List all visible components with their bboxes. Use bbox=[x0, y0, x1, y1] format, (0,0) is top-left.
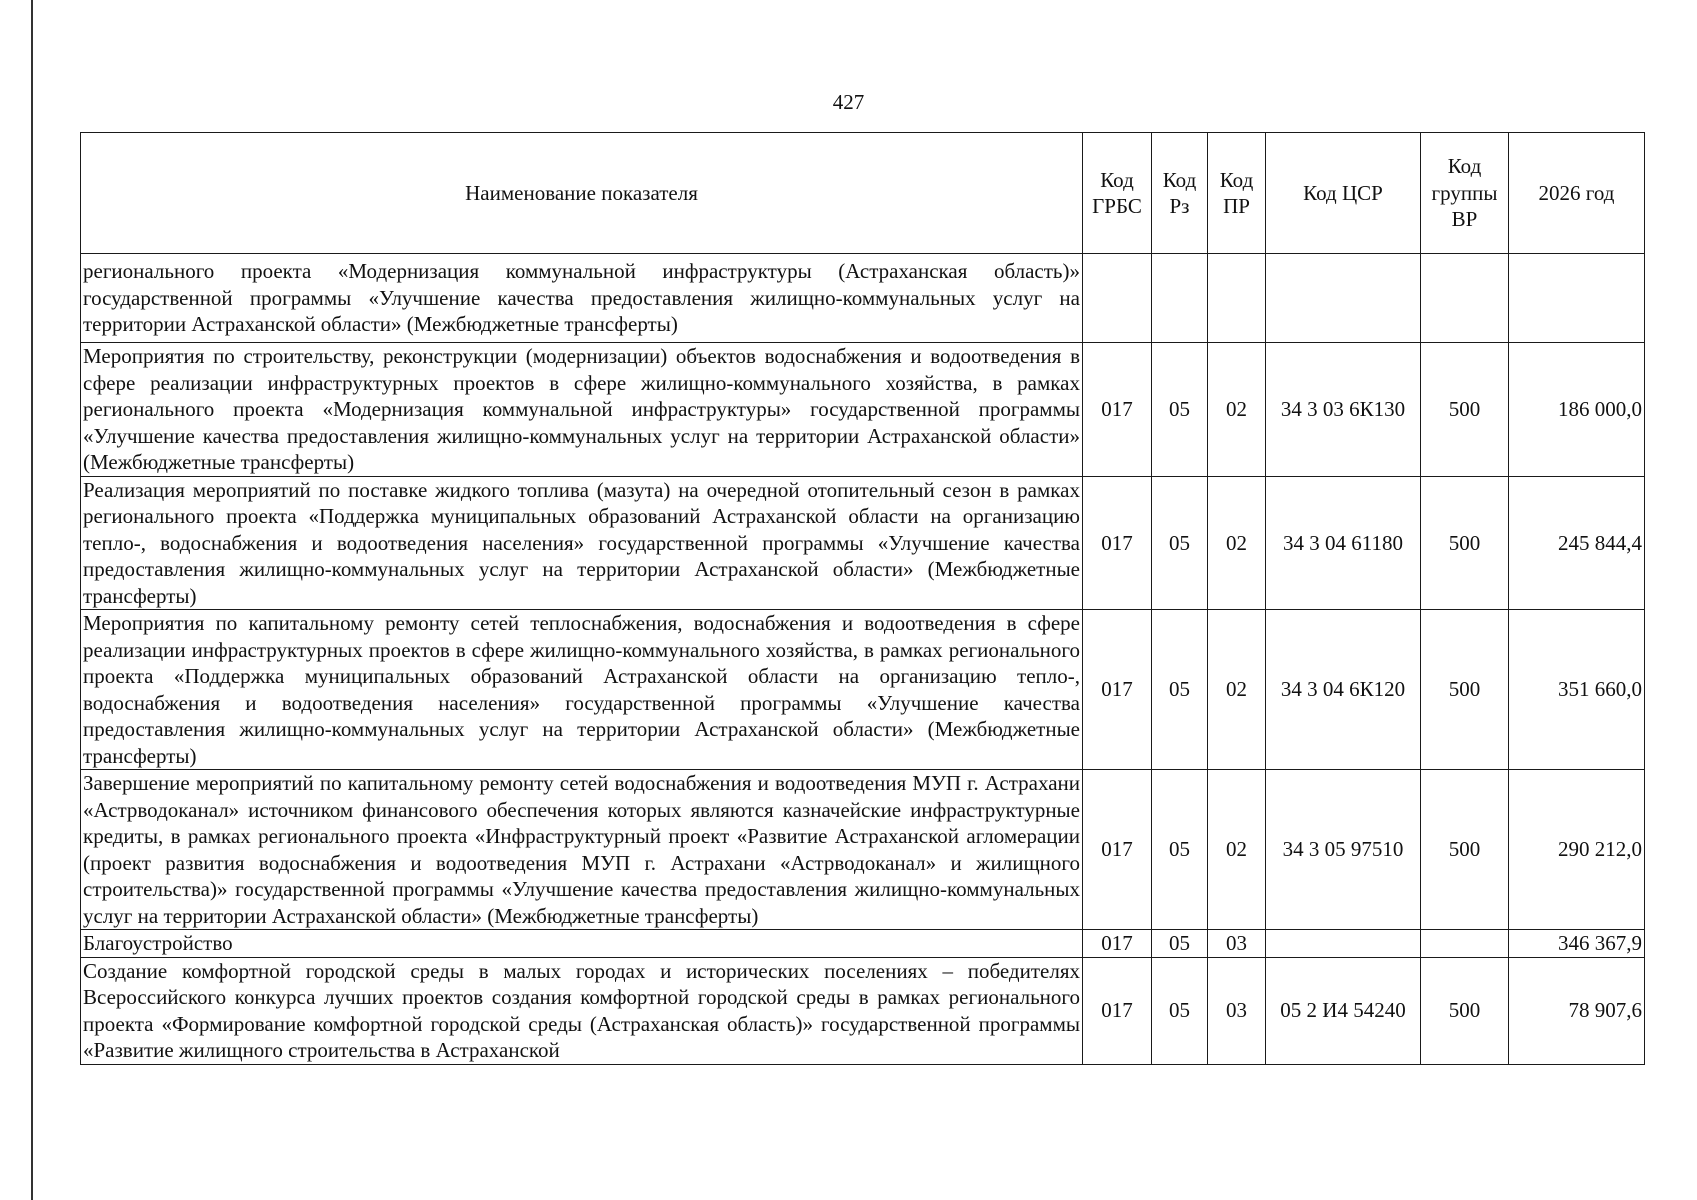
row-vr: 500 bbox=[1421, 476, 1509, 610]
row-pr: 02 bbox=[1208, 476, 1266, 610]
row-csr bbox=[1266, 930, 1421, 958]
row-sum: 78 907,6 bbox=[1509, 957, 1645, 1064]
row-pr: 02 bbox=[1208, 770, 1266, 930]
row-rz: 05 bbox=[1152, 610, 1208, 770]
row-grbs: 017 bbox=[1083, 957, 1152, 1064]
row-rz: 05 bbox=[1152, 476, 1208, 610]
row-pr bbox=[1208, 254, 1266, 343]
row-grbs bbox=[1083, 254, 1152, 343]
row-sum bbox=[1509, 254, 1645, 343]
header-row bbox=[81, 133, 1645, 254]
row-name: Мероприятия по капитальному ремонту сетей теплоснабжения, водоснабжения и водоотведения в сфере реализации инфраструктурных проектов в сфере жилищно-коммунального хозяйства, в рамках регионального проекта «Поддержка муниципальных образований Астраханской области на организацию тепло-, водоснабжения и водоотведения населения» государственной программы «Улучшение качества предоставления жилищно-коммунальных услуг на территории Астраханской области» (Межбюджетные трансферты) bbox=[81, 610, 1083, 770]
row-name: Реализация мероприятий по поставке жидкого топлива (мазута) на очередной отопительный сезон в рамках регионального проекта «Поддержка муниципальных образований Астраханской области на организацию тепло-, водоснабжения и водоотведения населения» государственной программы «Улучшение качества предоставления жилищно-коммунальных услуг на территории Астраханской области» (Межбюджетные трансферты) bbox=[81, 476, 1083, 610]
row-vr bbox=[1421, 254, 1509, 343]
row-grbs: 017 bbox=[1083, 770, 1152, 930]
header-grbs: Код ГРБС bbox=[1083, 133, 1152, 254]
table-row bbox=[81, 254, 1645, 343]
row-pr: 02 bbox=[1208, 610, 1266, 770]
row-name: регионального проекта «Модернизация коммунальной инфраструктуры (Астраханская область)» государственной программы «Улучшение качества предоставления жилищно-коммунальных услуг на территории Астраханской области» (Межбюджетные трансферты) bbox=[81, 254, 1083, 343]
header-csr: Код ЦСР bbox=[1266, 133, 1421, 254]
row-name: Мероприятия по строительству, реконструкции (модернизации) объектов водоснабжения и водоотведения в сфере реализации инфраструктурных проектов в сфере жилищно-коммунального хозяйства, в рамках регионального проекта «Модернизация коммунальной инфраструктуры» государственной программы «Улучшение качества предоставления жилищно-коммунальных услуг на территории Астраханской области» (Межбюджетные трансферты) bbox=[81, 343, 1083, 477]
row-vr: 500 bbox=[1421, 957, 1509, 1064]
row-csr bbox=[1266, 254, 1421, 343]
row-rz: 05 bbox=[1152, 957, 1208, 1064]
row-rz: 05 bbox=[1152, 770, 1208, 930]
header-year: 2026 год bbox=[1509, 133, 1645, 254]
row-name: Завершение мероприятий по капитальному ремонту сетей водоснабжения и водоотведения МУП г. Астрахани «Астрводоканал» источником финансового обеспечения которых являются казначейские инфраструктурные кредиты, в рамках регионального проекта «Инфраструктурный проект «Развитие Астраханской агломерации (проект развития водоснабжения и водоотведения МУП г. Астрахани «Астрводоканал» и жилищного строительства)» государственной программы «Улучшение качества предоставления жилищно-коммунальных услуг на территории Астраханской области» (Межбюджетные трансферты) bbox=[81, 770, 1083, 930]
row-csr: 34 3 05 97510 bbox=[1266, 770, 1421, 930]
row-grbs: 017 bbox=[1083, 930, 1152, 958]
row-sum: 346 367,9 bbox=[1509, 930, 1645, 958]
row-pr: 03 bbox=[1208, 957, 1266, 1064]
table-row bbox=[81, 610, 1645, 770]
table-row bbox=[81, 770, 1645, 930]
row-rz bbox=[1152, 254, 1208, 343]
row-name: Благоустройство bbox=[81, 930, 1083, 958]
table-row bbox=[81, 476, 1645, 610]
row-grbs: 017 bbox=[1083, 343, 1152, 477]
row-csr: 34 3 03 6К130 bbox=[1266, 343, 1421, 477]
row-sum: 245 844,4 bbox=[1509, 476, 1645, 610]
row-rz: 05 bbox=[1152, 930, 1208, 958]
header-name: Наименование показателя bbox=[81, 133, 1083, 254]
header-vr: Код группы ВР bbox=[1421, 133, 1509, 254]
row-rz: 05 bbox=[1152, 343, 1208, 477]
row-grbs: 017 bbox=[1083, 610, 1152, 770]
row-sum: 186 000,0 bbox=[1509, 343, 1645, 477]
row-pr: 03 bbox=[1208, 930, 1266, 958]
row-vr: 500 bbox=[1421, 610, 1509, 770]
budget-table bbox=[80, 132, 1645, 1065]
header-rz: Код Рз bbox=[1152, 133, 1208, 254]
row-sum: 290 212,0 bbox=[1509, 770, 1645, 930]
table-row bbox=[81, 957, 1645, 1064]
margin-line bbox=[31, 0, 33, 1200]
row-vr: 500 bbox=[1421, 770, 1509, 930]
row-csr: 34 3 04 6К120 bbox=[1266, 610, 1421, 770]
header-pr: Код ПР bbox=[1208, 133, 1266, 254]
row-sum: 351 660,0 bbox=[1509, 610, 1645, 770]
row-vr bbox=[1421, 930, 1509, 958]
row-vr: 500 bbox=[1421, 343, 1509, 477]
row-grbs: 017 bbox=[1083, 476, 1152, 610]
row-name: Создание комфортной городской среды в малых городах и исторических поселениях – победителях Всероссийского конкурса лучших проектов создания комфортной городской среды в рамках регионального проекта «Формирование комфортной городской среды (Астраханская область)» государственной программы «Развитие жилищного строительства в Астраханской bbox=[81, 957, 1083, 1064]
row-csr: 05 2 И4 54240 bbox=[1266, 957, 1421, 1064]
row-pr: 02 bbox=[1208, 343, 1266, 477]
page-number: 427 bbox=[832, 90, 865, 114]
table-row bbox=[81, 930, 1645, 958]
table-row bbox=[81, 343, 1645, 477]
row-csr: 34 3 04 61180 bbox=[1266, 476, 1421, 610]
